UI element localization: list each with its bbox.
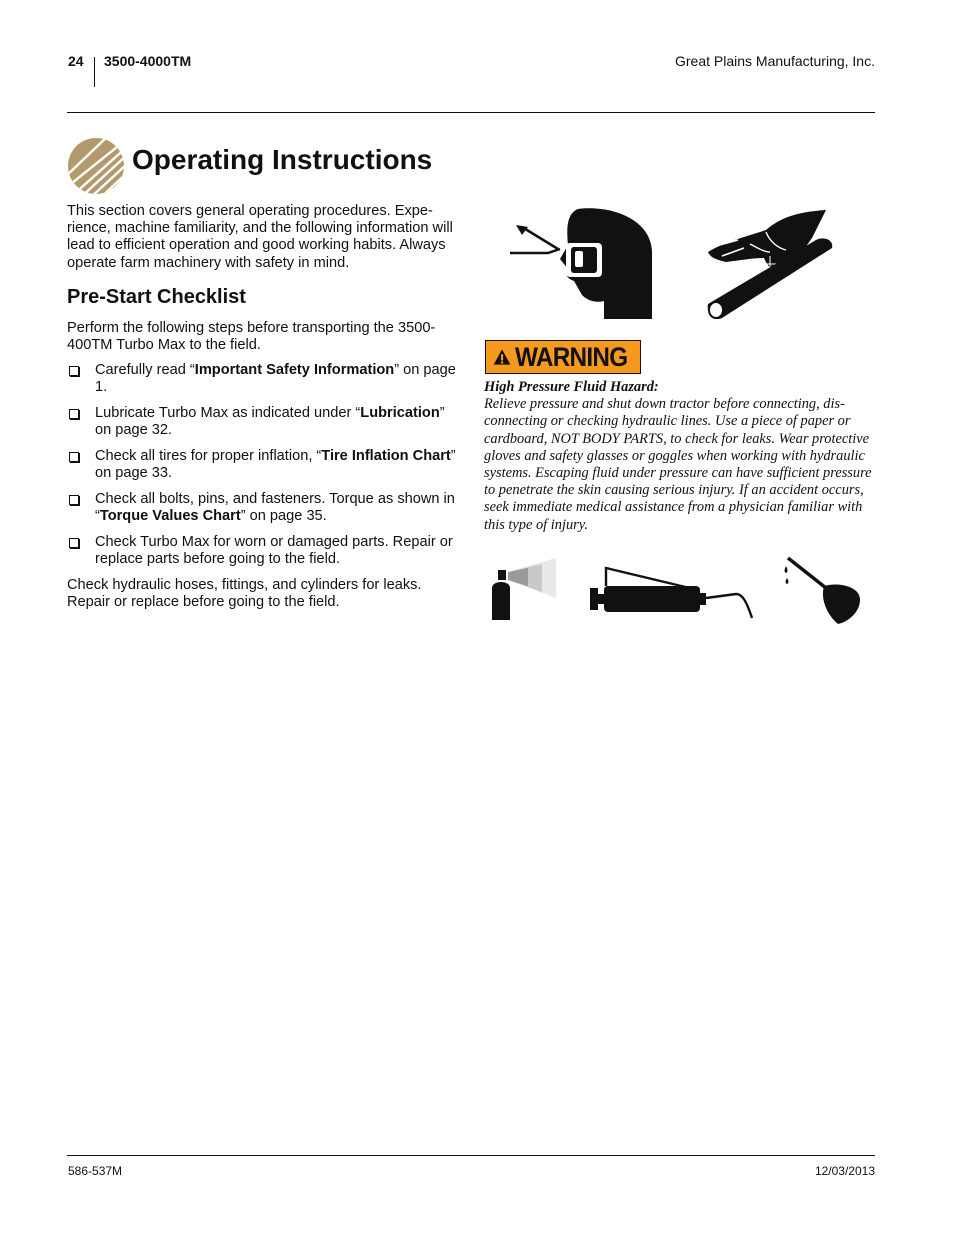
checkbox-icon — [69, 366, 79, 376]
item-text: Lubricate Turbo Max as indicated under “ — [95, 405, 361, 421]
section-logo-icon — [67, 137, 125, 195]
checklist-outro: Check hydraulic hoses, fittings, and cylinders for leaks. Repair or replace before going to the field. — [67, 577, 422, 611]
item-text: Carefully read “ — [95, 362, 195, 378]
item-text: ” on page 35. — [240, 508, 327, 525]
item-text: ” on page 1. — [95, 362, 456, 396]
intro-paragraph: This section covers general operating procedures. Experience, machine familiarity, and the following information will lead to efficient operation and good working habits. Always operate farm machinery with safety in mind. — [67, 203, 453, 271]
header-divider — [94, 57, 95, 87]
pre-start-checklist — [67, 362, 459, 577]
item-text: ” on page 33. — [95, 448, 456, 482]
footer-rule — [67, 1155, 875, 1156]
warning-badge — [485, 340, 641, 374]
checklist-item — [67, 405, 459, 439]
hand-hydraulic-leak-icon — [704, 208, 836, 322]
hazard-title: High Pressure Fluid Hazard: — [484, 379, 659, 395]
safety-glasses-head-icon — [508, 205, 656, 323]
checkbox-icon — [69, 452, 79, 462]
checklist-lead: Perform the following steps before transporting the 3500-400TM Turbo Max to the field. — [67, 320, 436, 354]
hazard-message — [484, 379, 877, 534]
checklist-item — [67, 362, 459, 396]
item-text: Check all bolts, pins, and fasteners. Torque as shown in “ — [95, 491, 455, 525]
checkbox-icon — [69, 495, 79, 505]
checklist-heading: Pre-Start Checklist — [67, 286, 246, 308]
checklist-item — [67, 534, 459, 568]
page-title: Operating Instructions — [132, 144, 433, 175]
page-number: 24 — [68, 53, 84, 69]
document-number: 586-537M — [68, 1164, 123, 1178]
item-reference: Tire Inflation Chart — [321, 448, 451, 464]
item-reference: Torque Values Chart — [99, 508, 241, 525]
spray-can-icon — [490, 558, 560, 624]
header-rule — [67, 112, 875, 113]
item-text: Check Turbo Max for worn or damaged parts. Repair or replace parts before going to the field. — [95, 534, 453, 568]
grease-gun-icon — [590, 560, 756, 622]
company-name: Great Plains Manufacturing, Inc. — [675, 53, 875, 69]
item-text: ” on page 32. — [95, 405, 445, 439]
item-reference: Important Safety Information — [194, 362, 395, 378]
warning-triangle-icon — [493, 345, 511, 369]
model-name: 3500-4000TM — [104, 53, 192, 69]
document-date: 12/03/2013 — [814, 1164, 875, 1178]
checklist-item — [67, 448, 459, 482]
item-text: Check all tires for proper inflation, “ — [95, 448, 322, 464]
checklist-item — [67, 491, 459, 525]
warning-label: WARNING — [515, 341, 628, 372]
oil-can-icon — [784, 556, 864, 626]
checkbox-icon — [69, 538, 79, 548]
item-reference: Lubrication — [360, 405, 440, 421]
checkbox-icon — [69, 409, 79, 419]
hazard-text: Relieve pressure and shut down tractor before connecting, disconnecting or checking hydraulic lines. Use a piece of paper or cardboard, NOT BODY PARTS, to check for leaks. Wear protective gloves and safety glasses or goggles when working with hydraulic systems. Escaping fluid under pressure can have sufficient pressure to penetrate the skin causing serious injury. If an accident occurs, seek immediate medical assistance from a physician familiar with this type of injury. — [484, 396, 872, 533]
